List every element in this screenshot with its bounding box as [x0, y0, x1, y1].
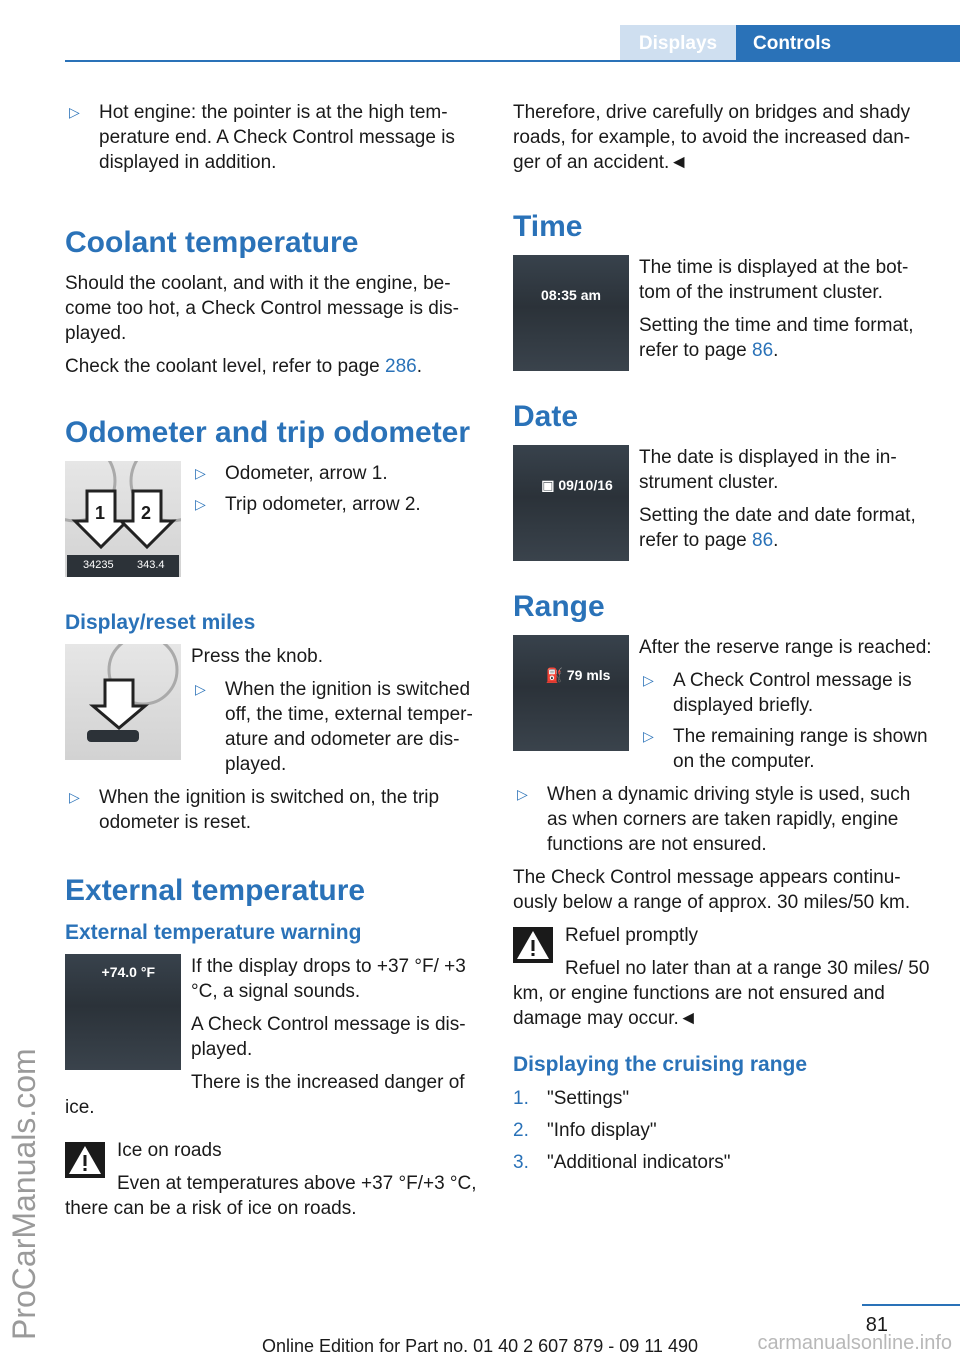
temp-warning-p1: If the display drops to +37 °F/ +3 °C, a signal sounds.	[191, 956, 466, 1002]
temp-readout: +74.0 °F	[101, 964, 155, 980]
odometer-value: 34235	[83, 559, 114, 571]
range-inner-bullets	[639, 668, 933, 774]
time-p1: The time is displayed at the bot-tom of the instrument cluster.	[639, 257, 909, 303]
range-outer-bullets	[513, 782, 933, 857]
triangle-bullet-icon: ▷	[195, 465, 206, 481]
triangle-bullet-icon: ▷	[517, 786, 528, 802]
list-item: ▷ Trip odometer, arrow 2.	[195, 494, 421, 515]
coolant-page-ref: Check the coolant level, refer to page 286.	[65, 356, 423, 377]
triangle-bullet-icon: ▷	[69, 104, 80, 120]
time-figure	[513, 255, 629, 371]
knob-illustration	[65, 644, 181, 760]
time-page-ref: Setting the time and time format, refer to page 86.	[639, 315, 914, 361]
list-item: 2. "Info display"	[513, 1120, 657, 1141]
footer-rule	[862, 1304, 960, 1306]
external-temp-figure	[65, 954, 181, 1070]
refuel-warning	[513, 923, 933, 1031]
triangle-bullet-icon: ▷	[643, 728, 654, 744]
page-number: 81	[865, 1314, 888, 1336]
list-item: ▷ When the ignition is switched on, the trip odometer is reset.	[69, 787, 440, 833]
time-readout: 08:35 am	[541, 287, 601, 303]
warning-title: Refuel promptly	[565, 925, 699, 946]
cruising-steps	[513, 1086, 933, 1175]
left-column	[65, 100, 480, 1229]
header-rule	[65, 60, 960, 62]
range-p2: The Check Control message appears continu-ously below a range of approx. 30 miles/50 km.	[513, 867, 911, 913]
section-title-cruising-range: Displaying the cruising range	[513, 1053, 808, 1076]
date-p1: The date is displayed in the in-strument cluster.	[639, 447, 897, 493]
page-link-86[interactable]: 86	[752, 340, 774, 361]
temp-warning-p3: There is the increased danger of ice.	[65, 1072, 465, 1118]
warning-icon	[513, 927, 553, 963]
section-title-range: Range	[513, 590, 605, 623]
list-item: ▷ When the ignition is switched off, the time, external temper-ature and odometer are dis-played.	[195, 679, 473, 775]
date-readout: ▣ 09/10/16	[541, 477, 613, 493]
date-page-ref: Setting the date and date format, refer to page 86.	[639, 505, 916, 551]
page-link-86[interactable]: 86	[752, 530, 774, 551]
reset-knob-figure	[65, 644, 181, 760]
list-item: ▷ The remaining range is shown on the computer.	[643, 726, 928, 772]
right-column	[513, 100, 933, 1182]
trip-odometer-value: 343.4	[137, 559, 165, 571]
side-watermark: ProCarManuals.com	[6, 1048, 42, 1340]
date-figure	[513, 445, 629, 561]
list-item: ▷ When a dynamic driving style is used, such as when corners are taken rapidly, engine functions are not ensured.	[517, 784, 911, 855]
temp-warning-p2: A Check Control message is dis-played.	[191, 1014, 466, 1060]
footer-edition: Online Edition for Part no. 01 40 2 607 879 - 09 11 490	[262, 1336, 698, 1356]
section-title-time: Time	[513, 210, 583, 243]
coolant-paragraph: Should the coolant, and with it the engine, be-come too hot, a Check Control message is dis-played.	[65, 273, 459, 344]
warning-icon	[65, 1142, 105, 1178]
reset-inner-bullets	[191, 677, 480, 777]
list-item: 3. "Additional indicators"	[513, 1152, 731, 1173]
section-title-date: Date	[513, 400, 579, 433]
ice-warning-continuation: Therefore, drive carefully on bridges and shady roads, for example, to avoid the increased dan-ger of an accident.◄	[513, 102, 911, 173]
arrow-label-2: 2	[141, 503, 152, 523]
range-readout: ⛽ 79 mls	[545, 667, 611, 683]
arrow-label-1: 1	[95, 503, 106, 523]
warning-text: Even at temperatures above +37 °F/+3 °C, there can be a risk of ice on roads.	[65, 1173, 477, 1219]
list-item: ▷ Hot engine: the pointer is at the high tem-perature end. A Check Control message is displayed in addition.	[69, 102, 455, 173]
triangle-bullet-icon: ▷	[643, 672, 654, 688]
triangle-bullet-icon: ▷	[195, 681, 206, 697]
list-item: ▷ A Check Control message is displayed briefly.	[643, 670, 912, 716]
header-tab-displays: Displays	[620, 25, 736, 62]
section-title-coolant: Coolant temperature	[65, 226, 359, 259]
range-figure	[513, 635, 629, 751]
subsection-title-temp-warning: External temperature warning	[65, 921, 362, 944]
odometer-figure	[65, 461, 181, 577]
warning-text: Refuel no later than at a range 30 miles/ 50 km, or engine functions are not ensured and damage may occur.◄	[513, 958, 930, 1029]
footer-watermark: carmanualsonline.info	[757, 1332, 952, 1354]
ice-warning	[65, 1138, 480, 1221]
range-p1: After the reserve range is reached:	[639, 637, 932, 658]
odometer-bullets	[191, 461, 480, 517]
page-link-286[interactable]: 286	[385, 356, 417, 377]
list-item: 1. "Settings"	[513, 1088, 630, 1109]
triangle-bullet-icon: ▷	[69, 789, 80, 805]
warning-title: Ice on roads	[117, 1140, 222, 1161]
intro-bullet-list	[65, 100, 480, 175]
reset-outer-bullets	[65, 785, 480, 835]
section-title-odometer: Odometer and trip odometer	[65, 416, 471, 449]
header-tab-controls: Controls	[736, 25, 960, 62]
list-item: ▷ Odometer, arrow 1.	[195, 463, 388, 484]
section-title-display-reset: Display/reset miles	[65, 611, 256, 634]
press-knob-text: Press the knob.	[191, 646, 324, 667]
section-title-external-temp: External temperature	[65, 874, 366, 907]
triangle-bullet-icon: ▷	[195, 496, 206, 512]
